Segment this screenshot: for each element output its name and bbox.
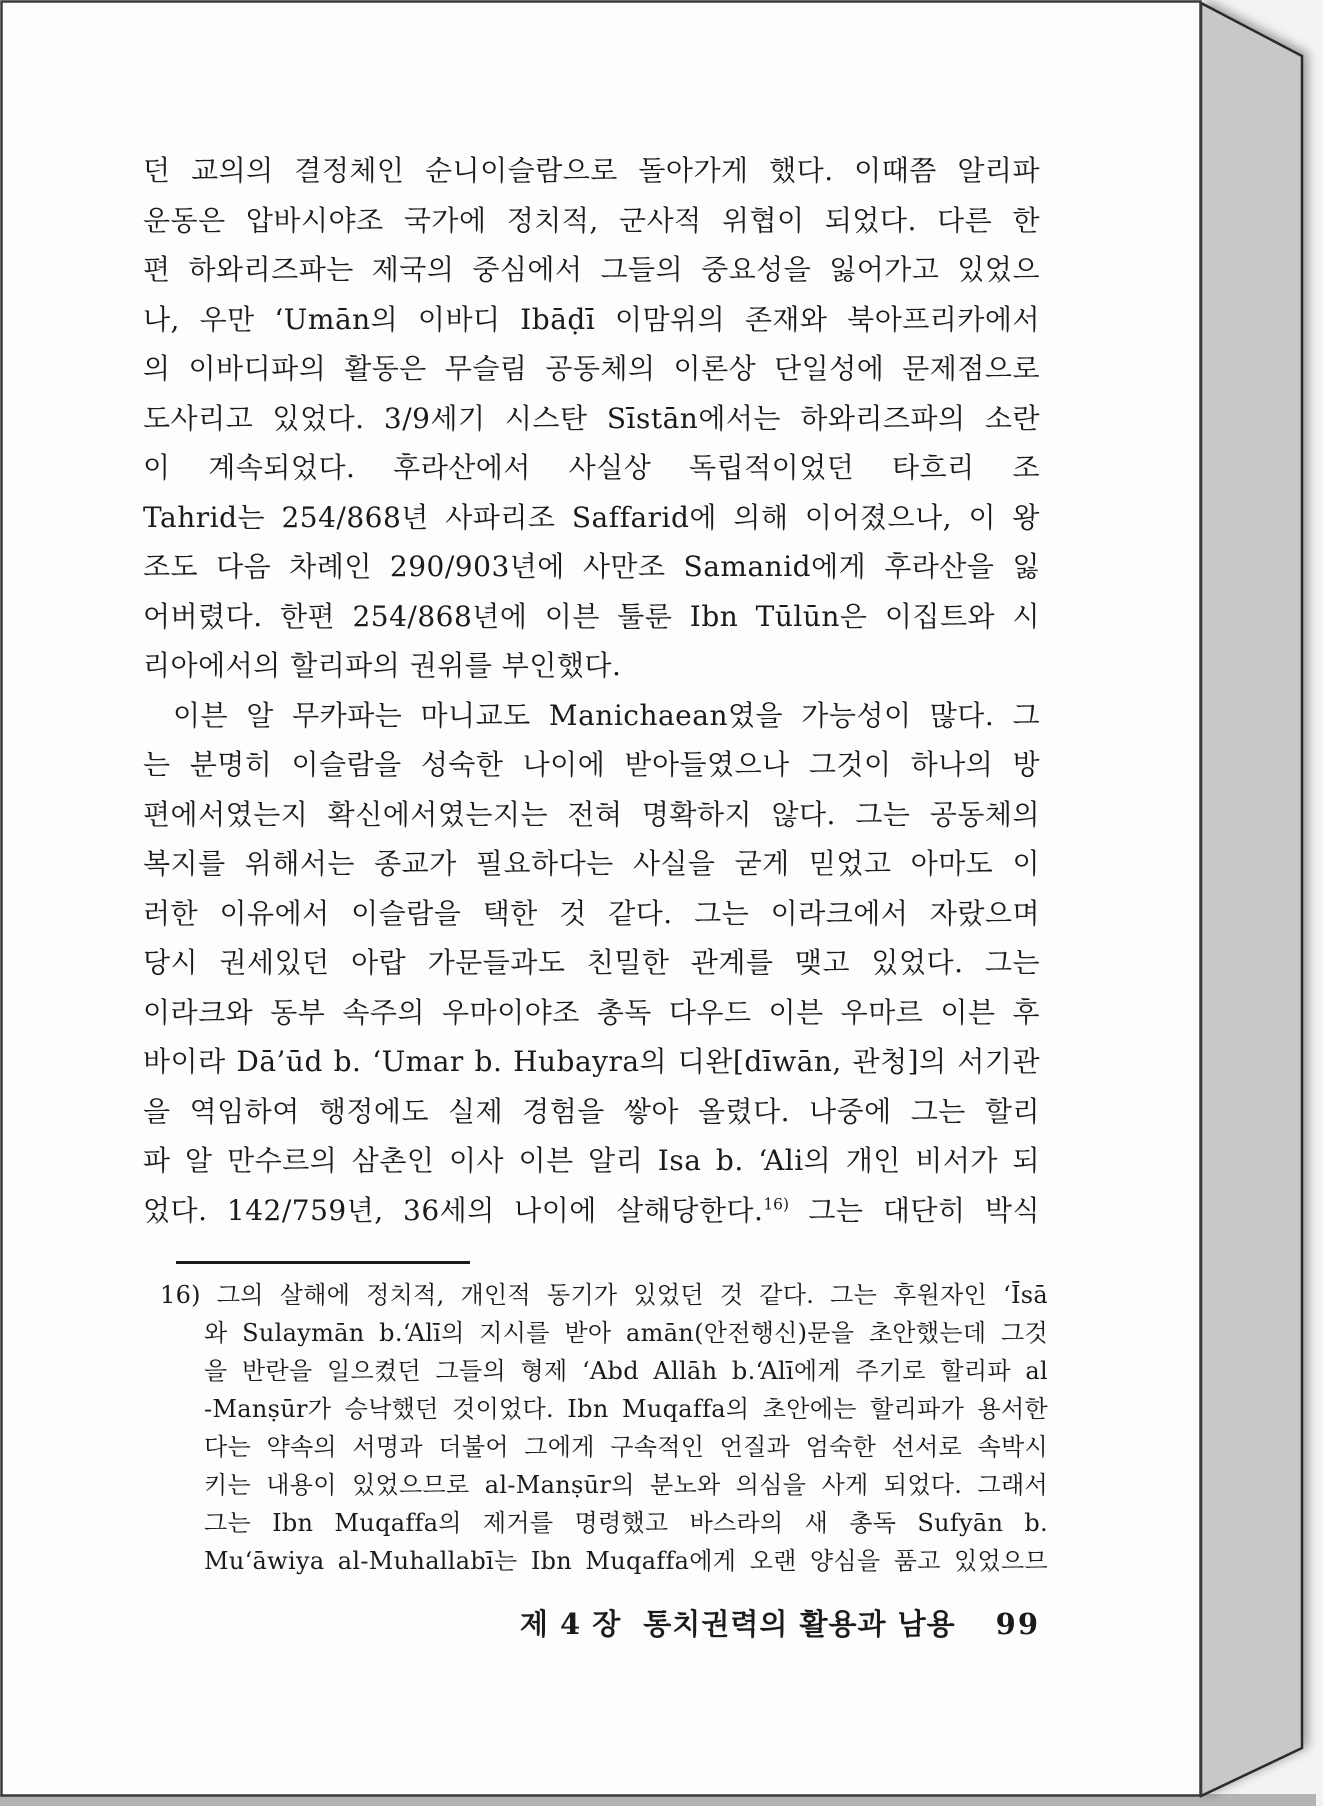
text-line: 당시 권세있던 아랍 가문들과도 친밀한 관계를 맺고 있었다. 그는 <box>143 946 1040 979</box>
text-line: Tahrid는 254/868년 사파리조 Saffarid에 의해 이어졌으나, 이 왕 <box>143 500 1040 534</box>
text-line: 와 Sulaymān b.‘Alī의 지시를 받아 amān(안전행신)문을 초안했는데 그것 <box>204 1319 1048 1347</box>
text-line: 나, 우만 ‘Umān의 이바디 Ibāḍī 이맘위의 존재와 북아프리카에서 <box>143 302 1040 336</box>
text-line: 바이라 Dā’ūd b. ‘Umar b. Hubayra의 디완[dīwān, 관청]의 서기관 <box>143 1045 1040 1078</box>
text-line: -Manṣūr가 승낙했던 것이었다. Ibn Muqaffa의 초안에는 할리파가 용서한 <box>204 1395 1048 1423</box>
text-line: 던 교의의 결정체인 순니이슬람으로 돌아가게 했다. 이때쯤 알리파 <box>143 154 1040 187</box>
text-line: 도사리고 있었다. 3/9세기 시스탄 Sīstān에서는 하와리즈파의 소란 <box>143 401 1040 435</box>
text-line: Mu‘āwiya al-Muhallabī는 Ibn Muqaffa에게 오랜 양심을 품고 있었으므 <box>204 1547 1048 1575</box>
text-line: 파 알 만수르의 삼촌인 이사 이븐 알리 Isa b. ‘Ali의 개인 비서가 되 <box>143 1144 1040 1177</box>
text-line: 의 이바디파의 활동은 무슬림 공동체의 이론상 단일성에 문제점으로 <box>143 352 1040 385</box>
text-line: 이라크와 동부 속주의 우마이야조 총독 다우드 이븐 우마르 이븐 후 <box>143 995 1040 1029</box>
text-line: 복지를 위해서는 종교가 필요하다는 사실을 굳게 믿었고 아마도 이 <box>143 847 1040 880</box>
text-line: 어버렸다. 한편 254/868년에 이븐 툴룬 Ibn Tūlūn은 이집트와 시 <box>143 599 1040 633</box>
chapter-title: 통치권력의 활용과 남용 <box>643 1607 956 1641</box>
text-line: 는 분명히 이슬람을 성숙한 나이에 받아들였으나 그것이 하나의 방 <box>143 748 1040 781</box>
page-number: 99 <box>995 1607 1040 1641</box>
text-line: 키는 내용이 있었으므로 al-Manṣūr의 분노와 의심을 사게 되었다. 그래서 <box>204 1471 1048 1499</box>
footnote-rule <box>176 1261 470 1264</box>
paragraph-1 <box>143 146 1040 691</box>
text-line: 16) 그의 살해에 정치적, 개인적 동기가 있었던 것 같다. 그는 후원자인 ‘Īsā <box>160 1281 1048 1309</box>
text-line: 러한 이유에서 이슬람을 택한 것 같다. 그는 이라크에서 자랐으며 <box>143 896 1040 930</box>
text-line: 그는 Ibn Muqaffa의 제거를 명령했고 바스라의 새 총독 Sufyān b. <box>204 1509 1048 1537</box>
text-line: 리아에서의 할리파의 권위를 부인했다. <box>143 649 622 682</box>
body-text <box>143 146 1040 1235</box>
text-line: 조도 다음 차례인 290/903년에 사만조 Samanid에게 후라산을 잃 <box>143 550 1040 583</box>
text-line: 편 하와리즈파는 제국의 중심에서 그들의 중요성을 잃어가고 있었으 <box>143 253 1040 286</box>
paragraph-2 <box>143 691 1040 1236</box>
page-footer <box>143 1602 1040 1646</box>
text-line: 편에서였는지 확신에서였는지는 전혀 명확하지 않다. 그는 공동체의 <box>143 797 1040 831</box>
text-line: 다는 약속의 서명과 더불어 그에게 구속적인 언질과 엄숙한 선서로 속박시 <box>204 1433 1048 1461</box>
text-line: 었다. 142/759년, 36세의 나이에 살해당한다.$^{16)}$ 그는 대단히 박식 <box>143 1193 1040 1227</box>
chapter-label: 제 4 장 <box>519 1607 622 1641</box>
book-page-edge <box>1201 3 1302 1796</box>
text-line: 을 역임하여 행정에도 실제 경험을 쌓아 올렸다. 나중에 그는 할리 <box>143 1094 1040 1128</box>
footnote <box>160 1276 1048 1580</box>
text-line: 이븐 알 무카파는 마니교도 Manichaean였을 가능성이 많다. 그 <box>173 698 1040 732</box>
text-line: 이 계속되었다. 후라산에서 사실상 독립적이었던 타흐리 조 <box>143 451 1040 484</box>
footnote-ref: 16) <box>763 1195 789 1214</box>
text-line: 을 반란을 일으켰던 그들의 형제 ‘Abd Allāh b.‘Alī에게 주기로 할리파 al <box>204 1357 1048 1385</box>
text-line: 운동은 압바시야조 국가에 정치적, 군사적 위협이 되었다. 다른 한 <box>143 203 1040 237</box>
